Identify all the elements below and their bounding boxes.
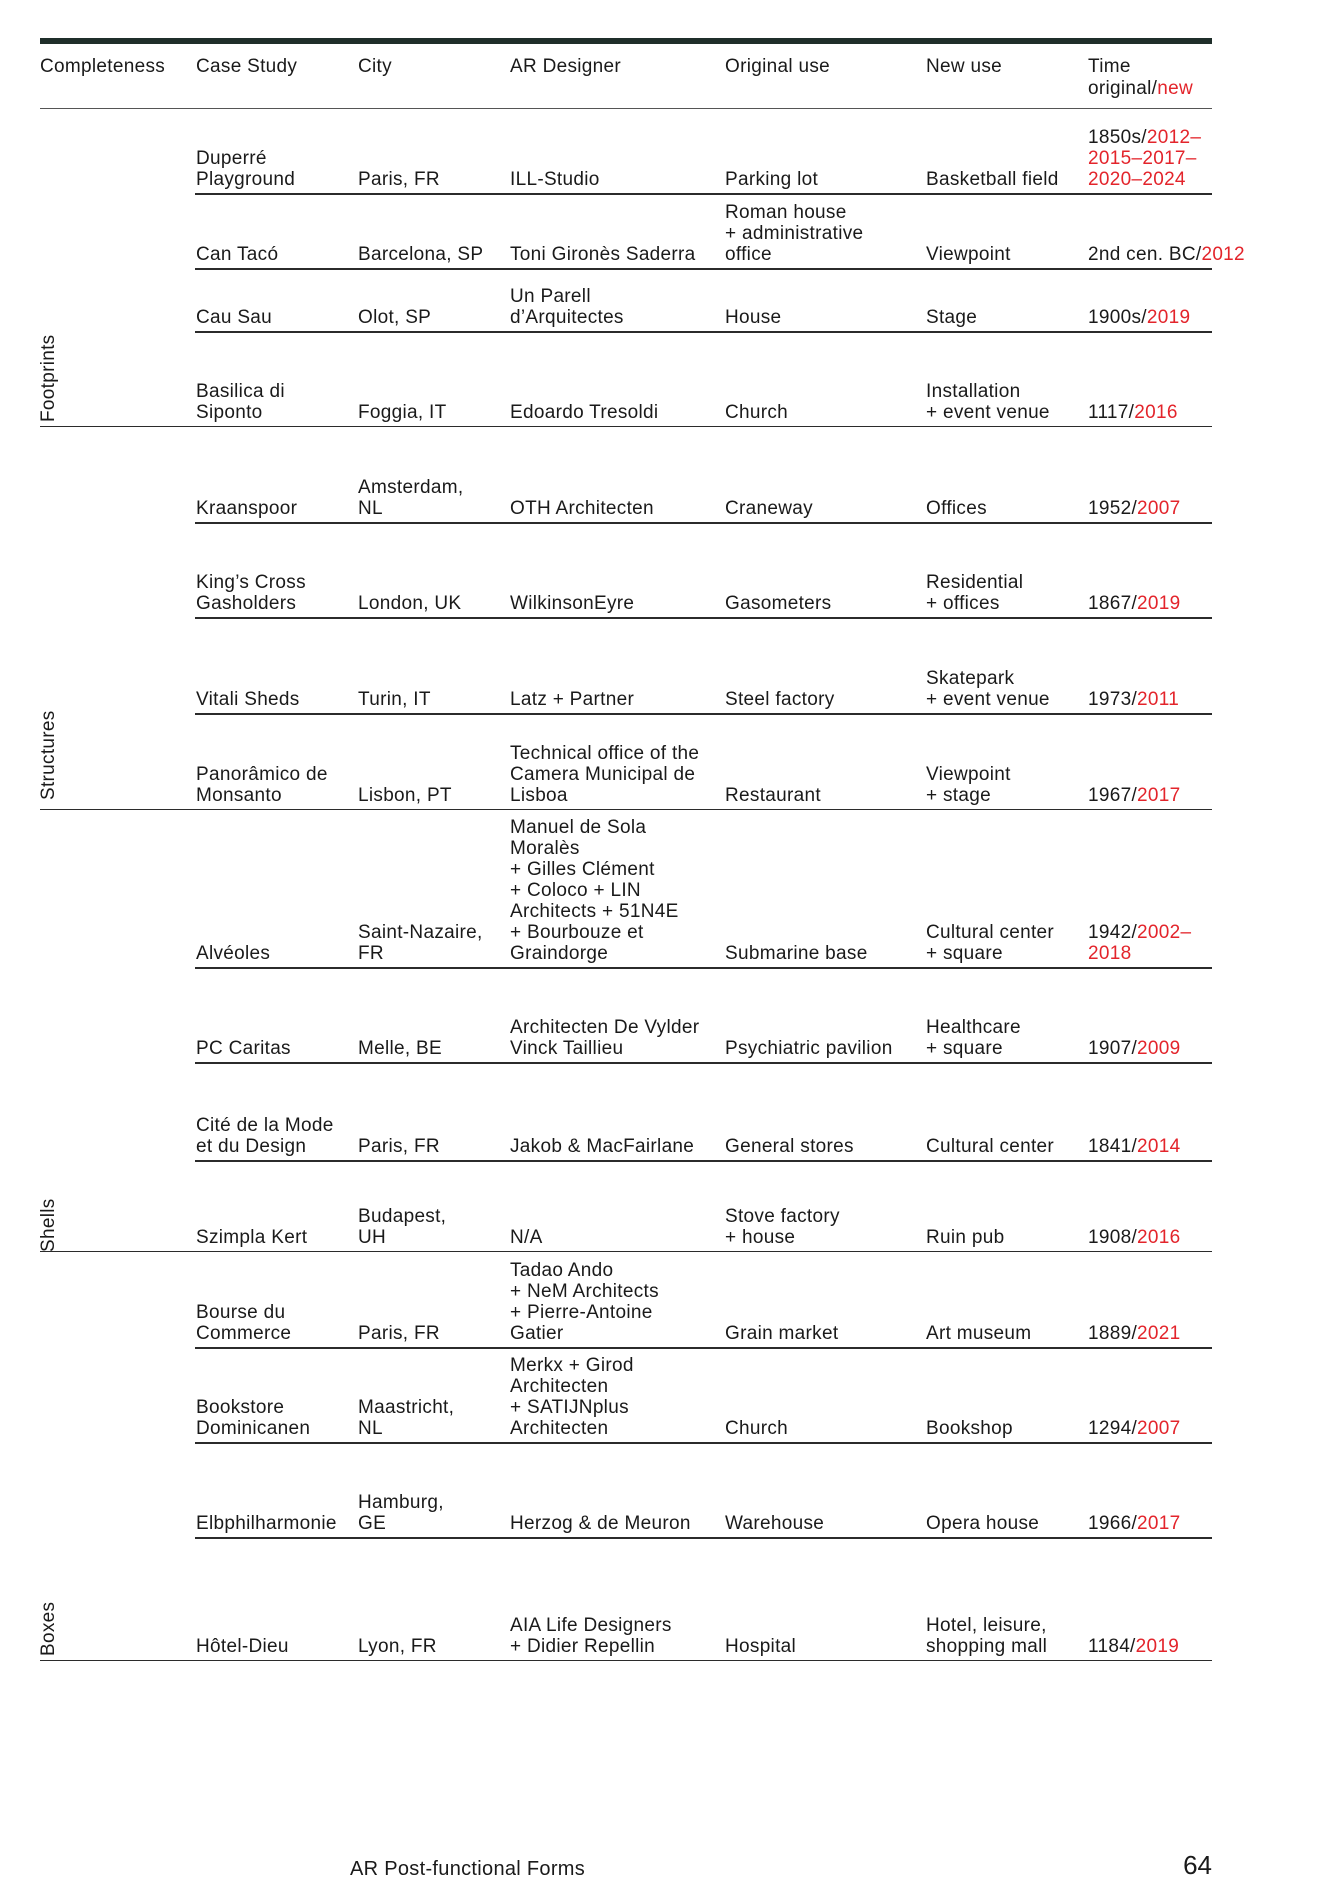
cell-orig: Stove factory + house bbox=[725, 1206, 840, 1248]
cell-orig: Church bbox=[725, 402, 789, 423]
cell-case: Szimpla Kert bbox=[196, 1227, 308, 1248]
cell-city: Paris, FR bbox=[358, 169, 440, 190]
time-new: 2007 bbox=[1137, 498, 1181, 519]
header-completeness: Completeness bbox=[40, 56, 166, 77]
time-original: 1841/ bbox=[1088, 1136, 1138, 1157]
time-new: 2017 bbox=[1137, 785, 1181, 806]
cell-time bbox=[1088, 593, 1181, 614]
cell-designer: N/A bbox=[510, 1227, 543, 1248]
cell-new: Installation + event venue bbox=[926, 381, 1050, 423]
header-time-sub bbox=[1088, 78, 1193, 100]
row-divider bbox=[195, 1062, 1212, 1064]
cell-new: Skatepark + event venue bbox=[926, 668, 1050, 710]
header-case-study: Case Study bbox=[196, 56, 298, 77]
cell-case: Hôtel-Dieu bbox=[196, 1636, 289, 1657]
cell-designer: WilkinsonEyre bbox=[510, 593, 635, 614]
cell-new: Ruin pub bbox=[926, 1227, 1005, 1248]
cell-city: Barcelona, SP bbox=[358, 244, 484, 265]
cell-designer: Herzog & de Meuron bbox=[510, 1513, 691, 1534]
cell-time bbox=[1088, 689, 1179, 710]
header-time-new: new bbox=[1157, 78, 1194, 99]
cell-orig: Church bbox=[725, 1418, 789, 1439]
cell-city: Foggia, IT bbox=[358, 402, 447, 423]
row-divider bbox=[195, 1160, 1212, 1162]
cell-time bbox=[1088, 1323, 1181, 1344]
time-original: 1900s/ bbox=[1088, 307, 1147, 328]
cell-designer: Un Parell d’Arquitectes bbox=[510, 286, 624, 328]
row-divider bbox=[195, 713, 1212, 715]
cell-new: Offices bbox=[926, 498, 987, 519]
cell-case: Bourse du Commerce bbox=[196, 1302, 292, 1344]
cell-new: Bookshop bbox=[926, 1418, 1013, 1439]
time-original: 1294/ bbox=[1088, 1418, 1138, 1439]
time-new: 2014 bbox=[1137, 1136, 1181, 1157]
time-original: 1889/ bbox=[1088, 1323, 1138, 1344]
time-new: 2012– 2015–2017– 2020–2024 bbox=[1088, 127, 1202, 190]
cell-time bbox=[1088, 127, 1201, 190]
cell-time bbox=[1088, 1636, 1179, 1657]
cell-city: London, UK bbox=[358, 593, 462, 614]
row-divider bbox=[195, 522, 1212, 524]
time-original: 1966/ bbox=[1088, 1513, 1138, 1534]
top-rule bbox=[40, 38, 1212, 44]
cell-designer: Toni Gironès Saderra bbox=[510, 244, 696, 265]
group-divider bbox=[40, 1660, 1212, 1661]
cell-case: Panorâmico de Monsanto bbox=[196, 764, 328, 806]
cell-case: Cité de la Mode et du Design bbox=[196, 1115, 334, 1157]
cell-new: Art museum bbox=[926, 1323, 1032, 1344]
time-new: 2021 bbox=[1137, 1323, 1181, 1344]
time-new: 2007 bbox=[1137, 1418, 1181, 1439]
cell-time bbox=[1088, 498, 1181, 519]
cell-time bbox=[1088, 244, 1245, 265]
time-new: 2017 bbox=[1137, 1513, 1181, 1534]
group-label-structures: Structures bbox=[38, 710, 59, 800]
row-divider bbox=[195, 193, 1212, 195]
cell-designer: ILL-Studio bbox=[510, 169, 600, 190]
cell-case: Elbphilharmonie bbox=[196, 1513, 337, 1534]
time-new: 2002– 2018 bbox=[1088, 922, 1192, 964]
cell-new: Cultural center bbox=[926, 1136, 1055, 1157]
cell-designer: Manuel de Sola Moralès + Gilles Clément + Coloco + LIN Architects + 51N4E + Bourbouze et Graindorge bbox=[510, 817, 679, 964]
cell-case: Bookstore Dominicanen bbox=[196, 1397, 311, 1439]
time-original: 1967/ bbox=[1088, 785, 1138, 806]
group-label-boxes: Boxes bbox=[38, 1601, 59, 1656]
cell-case: King’s Cross Gasholders bbox=[196, 572, 306, 614]
header-city: City bbox=[358, 56, 392, 77]
time-original: 1952/ bbox=[1088, 498, 1138, 519]
cell-time bbox=[1088, 1418, 1181, 1439]
row-divider bbox=[195, 1347, 1212, 1349]
cell-time bbox=[1088, 402, 1178, 423]
header-new-use: New use bbox=[926, 56, 1003, 77]
time-original: 2nd cen. BC/ bbox=[1088, 244, 1202, 265]
cell-orig: Psychiatric pavilion bbox=[725, 1038, 893, 1059]
footer-title: AR Post-functional Forms bbox=[350, 1858, 586, 1880]
cell-orig: General stores bbox=[725, 1136, 854, 1157]
group-divider bbox=[40, 1251, 1212, 1252]
row-divider bbox=[195, 268, 1212, 270]
time-new: 2011 bbox=[1137, 689, 1180, 710]
cell-city: Hamburg, GE bbox=[358, 1492, 444, 1534]
cell-time bbox=[1088, 1136, 1181, 1157]
cell-designer: Architecten De Vylder Vinck Taillieu bbox=[510, 1017, 700, 1059]
header-time-original: original/ bbox=[1088, 78, 1158, 99]
cell-city: Olot, SP bbox=[358, 307, 432, 328]
cell-orig: Gasometers bbox=[725, 593, 832, 614]
cell-new: Viewpoint + stage bbox=[926, 764, 1011, 806]
cell-orig: Grain market bbox=[725, 1323, 839, 1344]
cell-city: Amsterdam, NL bbox=[358, 477, 464, 519]
cell-orig: Roman house + administrative office bbox=[725, 202, 864, 265]
cell-new: Stage bbox=[926, 307, 978, 328]
cell-case: Cau Sau bbox=[196, 307, 273, 328]
row-divider bbox=[195, 1442, 1212, 1444]
time-original: 1973/ bbox=[1088, 689, 1138, 710]
page-number: 64 bbox=[1183, 1850, 1212, 1880]
time-new: 2016 bbox=[1137, 1227, 1181, 1248]
header-rule bbox=[40, 108, 1212, 109]
cell-orig: Parking lot bbox=[725, 169, 819, 190]
cell-designer: Jakob & MacFairlane bbox=[510, 1136, 695, 1157]
cell-designer: Tadao Ando + NeM Architects + Pierre-Antoine Gatier bbox=[510, 1260, 659, 1344]
cell-city: Melle, BE bbox=[358, 1038, 443, 1059]
cell-designer: Merkx + Girod Architecten + SATIJNplus Architecten bbox=[510, 1355, 634, 1439]
cell-city: Saint-Nazaire, FR bbox=[358, 922, 483, 964]
cell-case: Alvéoles bbox=[196, 943, 271, 964]
cell-orig: Steel factory bbox=[725, 689, 835, 710]
time-original: 1907/ bbox=[1088, 1038, 1138, 1059]
cell-new: Healthcare + square bbox=[926, 1017, 1021, 1059]
group-divider bbox=[40, 426, 1212, 427]
cell-case: Basilica di Siponto bbox=[196, 381, 285, 423]
header-time bbox=[1088, 56, 1193, 100]
cell-orig: Restaurant bbox=[725, 785, 821, 806]
cell-time bbox=[1088, 1038, 1181, 1059]
group-label-footprints: Footprints bbox=[38, 334, 59, 422]
time-new: 2009 bbox=[1137, 1038, 1181, 1059]
group-divider bbox=[40, 809, 1212, 810]
cell-time bbox=[1088, 785, 1181, 806]
cell-designer: OTH Architecten bbox=[510, 498, 654, 519]
cell-city: Budapest, UH bbox=[358, 1206, 447, 1248]
cell-time bbox=[1088, 922, 1191, 964]
cell-new: Hotel, leisure, shopping mall bbox=[926, 1615, 1048, 1657]
cell-orig: Craneway bbox=[725, 498, 813, 519]
cell-time bbox=[1088, 307, 1190, 328]
time-original: 1908/ bbox=[1088, 1227, 1138, 1248]
row-divider bbox=[195, 967, 1212, 969]
cell-case: Can Tacó bbox=[196, 244, 279, 265]
cell-designer: AIA Life Designers + Didier Repellin bbox=[510, 1615, 672, 1657]
cell-case: Kraanspoor bbox=[196, 498, 298, 519]
header-original-use: Original use bbox=[725, 56, 830, 77]
cell-designer: Latz + Partner bbox=[510, 689, 635, 710]
cell-orig: Submarine base bbox=[725, 943, 868, 964]
cell-city: Paris, FR bbox=[358, 1136, 440, 1157]
cell-case: Duperré Playground bbox=[196, 148, 296, 190]
cell-city: Lyon, FR bbox=[358, 1636, 437, 1657]
cell-city: Paris, FR bbox=[358, 1323, 440, 1344]
row-divider bbox=[195, 1537, 1212, 1539]
cell-city: Maastricht, NL bbox=[358, 1397, 455, 1439]
time-new: 2019 bbox=[1146, 307, 1191, 328]
time-new: 2012 bbox=[1201, 244, 1245, 265]
cell-time bbox=[1088, 1227, 1181, 1248]
row-divider bbox=[195, 331, 1212, 333]
time-original: 1117/ bbox=[1088, 402, 1135, 423]
cell-case: PC Caritas bbox=[196, 1038, 291, 1059]
time-new: 2019 bbox=[1137, 593, 1181, 614]
group-label-shells: Shells bbox=[38, 1198, 59, 1252]
cell-new: Residential + offices bbox=[926, 572, 1024, 614]
time-original: 1184/ bbox=[1088, 1636, 1136, 1657]
cell-city: Turin, IT bbox=[358, 689, 431, 710]
row-divider bbox=[195, 617, 1212, 619]
cell-new: Opera house bbox=[926, 1513, 1040, 1534]
header-time-label: Time bbox=[1088, 56, 1131, 77]
cell-designer: Technical office of the Camera Municipal de Lisboa bbox=[510, 743, 700, 806]
cell-orig: Hospital bbox=[725, 1636, 797, 1657]
cell-time bbox=[1088, 1513, 1181, 1534]
cell-orig: House bbox=[725, 307, 782, 328]
time-original: 1942/ bbox=[1088, 922, 1138, 943]
cell-new: Viewpoint bbox=[926, 244, 1011, 265]
cell-new: Basketball field bbox=[926, 169, 1059, 190]
cell-new: Cultural center + square bbox=[926, 922, 1055, 964]
header-ar-designer: AR Designer bbox=[510, 56, 622, 77]
cell-orig: Warehouse bbox=[725, 1513, 825, 1534]
cell-designer: Edoardo Tresoldi bbox=[510, 402, 659, 423]
cell-case: Vitali Sheds bbox=[196, 689, 300, 710]
time-new: 2019 bbox=[1135, 1636, 1180, 1657]
cell-city: Lisbon, PT bbox=[358, 785, 452, 806]
time-original: 1867/ bbox=[1088, 593, 1138, 614]
time-new: 2016 bbox=[1134, 402, 1178, 423]
time-original: 1850s/ bbox=[1088, 127, 1147, 148]
